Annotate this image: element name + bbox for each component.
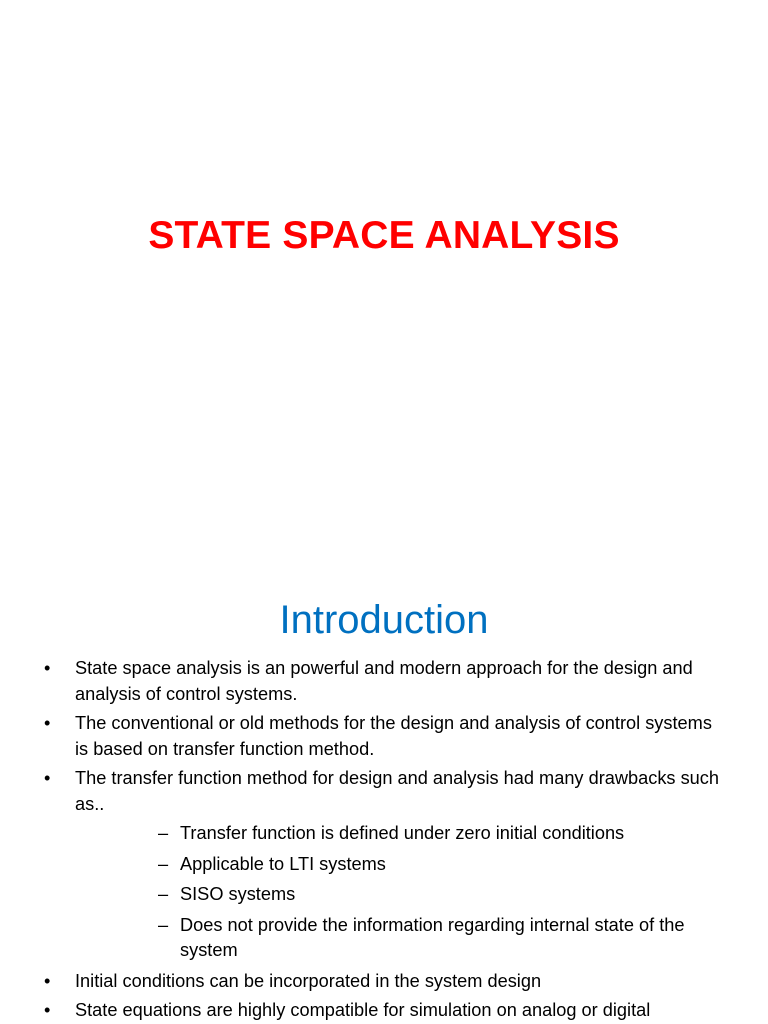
sub-bullet-item xyxy=(0,821,768,847)
sub-bullet-item xyxy=(0,882,768,908)
bullet-item xyxy=(0,711,768,762)
bullet-marker: • xyxy=(44,1000,51,1020)
bullet-item xyxy=(0,766,768,817)
bullet-marker: • xyxy=(44,970,51,991)
sub-bullet-text: SISO systems xyxy=(180,884,296,904)
sub-bullet-item xyxy=(0,852,768,878)
bullet-marker: • xyxy=(44,713,51,733)
slide-introduction xyxy=(0,576,768,1024)
slide-introduction-heading: Introduction xyxy=(279,598,489,642)
sub-bullet-marker: – xyxy=(158,884,169,904)
bullet-marker: • xyxy=(44,658,51,678)
bullet-item xyxy=(0,998,768,1024)
sub-bullet-item xyxy=(0,913,768,964)
bullet-item xyxy=(0,656,768,707)
sub-bullet-marker: – xyxy=(158,823,169,843)
bullet-item xyxy=(0,969,768,995)
sub-bullet-marker: – xyxy=(158,853,169,874)
bullet-text: The transfer function method for design and analysis had many drawbacks such as.. xyxy=(75,768,719,814)
slide-title-heading: STATE SPACE ANALYSIS xyxy=(148,214,620,257)
bullet-text: State space analysis is an powerful and modern approach for the design and analysis of control systems. xyxy=(75,658,693,704)
sub-bullet-text: Transfer function is defined under zero initial conditions xyxy=(180,823,625,843)
sub-bullet-text: Does not provide the information regarding internal state of the system xyxy=(180,914,685,960)
bullet-text: State equations are highly compatible for simulation on analog or digital xyxy=(75,1000,651,1020)
bullet-text: Initial conditions can be incorporated in the system design xyxy=(75,970,542,991)
sub-bullet-marker: – xyxy=(158,914,169,935)
bullet-text: The conventional or old methods for the design and analysis of control systems is based on transfer function method. xyxy=(75,713,712,759)
bullet-marker: • xyxy=(44,768,51,788)
bullet-list xyxy=(0,656,768,1024)
sub-bullet-text: Applicable to LTI systems xyxy=(180,853,386,874)
